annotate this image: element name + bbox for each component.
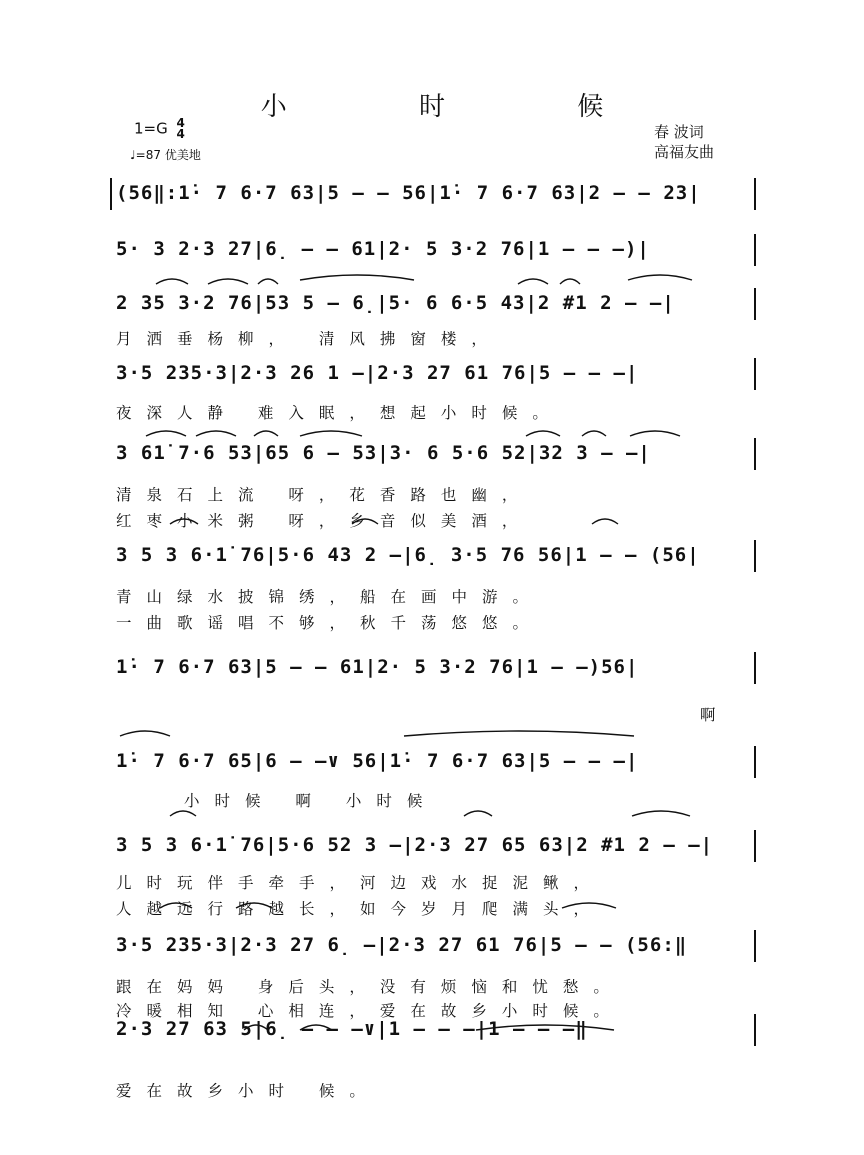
slur-mark	[300, 275, 414, 280]
staff-line	[116, 436, 756, 470]
notation-line: 3 5 3 6·1̇ 76|5·6 52 3 –|2·3 27 65 63|2 #1 2 – –|	[116, 834, 714, 856]
staff-line	[116, 1012, 756, 1046]
staff-line	[116, 928, 756, 962]
system-end-bar	[754, 234, 756, 266]
system-end-bar	[754, 358, 756, 390]
lyricist: 春 波词	[654, 123, 704, 141]
system-end-bar	[754, 830, 756, 862]
credits	[654, 122, 714, 162]
staff-line	[116, 744, 756, 778]
notation-line: 1̇· 7 6·7 65|6 – –∨ 56|1̇· 7 6·7 63|5 – – –|	[116, 750, 639, 772]
lyric-line: 夜深人静 难入眠，想起小时候。	[116, 404, 563, 422]
lyric-line: 冷暖相知 心相连，爱在故乡小时候。	[116, 1002, 624, 1020]
lyric-line: 爱在故乡小时 候。	[116, 1082, 380, 1100]
staff-line	[116, 232, 756, 266]
notation-line: (56‖:1̇· 7 6·7 63|5 – – 56|1̇· 7 6·7 63|2 – – 23|	[116, 182, 701, 204]
staff-line	[116, 828, 756, 862]
system-end-bar	[754, 178, 756, 210]
lyric-line: 青山绿水披锦绣，船在画中游。	[116, 588, 544, 606]
notation-line: 5· 3 2·3 27|6̣ – – 61|2· 5 3·2 76|1 – – –)|	[116, 238, 650, 260]
notation-line: 2·3 27 63 5|6̣ – – –∨|1 – – –|1 – – –‖	[116, 1018, 588, 1040]
lyric-line: 小时候 啊 小时候	[184, 792, 438, 810]
staff-line	[116, 650, 756, 684]
notation-line: 3·5 235·3|2·3 26 1 –|2·3 27 61 76|5 – – –|	[116, 362, 639, 384]
lyric-line: 儿时玩伴手牵手，河边戏水捉泥鳅，	[116, 874, 605, 892]
composer: 高福友曲	[654, 143, 715, 161]
song-title: 小 时 候	[260, 92, 666, 122]
notation-line: 3·5 235·3|2·3 27 6̣ –|2·3 27 61 76|5 – – (56:‖	[116, 934, 688, 956]
tempo-mark	[130, 146, 201, 163]
notation-line: 1̇· 7 6·7 63|5 – – 61|2· 5 3·2 76|1 – –)56|	[116, 656, 639, 678]
notation-line: 3 5 3 6·1̇ 76|5·6 43 2 –|6̣ 3·5 76 56|1 – – (56|	[116, 544, 700, 566]
slur-mark	[404, 731, 634, 736]
lyric-line: 红枣小米粥 呀，乡音似美酒，	[116, 512, 533, 530]
slur-mark	[156, 279, 188, 284]
lyric-line: 啊	[700, 706, 731, 724]
slur-mark	[120, 731, 170, 736]
time-top: 4	[176, 116, 185, 130]
lyric-line: 一曲歌谣唱不够，秋千荡悠悠。	[116, 614, 544, 632]
notation-line: 3 61̇ 7·6 53|65 6 – 53|3· 6 5·6 52|32 3 – –|	[116, 442, 651, 464]
system-start-bar	[110, 178, 112, 210]
slur-mark	[560, 279, 580, 284]
staff-line	[116, 286, 756, 320]
key-label: 1=G	[134, 119, 168, 138]
time-bottom: 4	[176, 127, 185, 141]
slur-mark	[628, 275, 692, 280]
slur-mark	[258, 279, 278, 284]
lyric-line: 人越远行路越长，如今岁月爬满头，	[116, 900, 605, 918]
system-end-bar	[754, 1014, 756, 1046]
slur-mark	[518, 279, 548, 284]
system-end-bar	[754, 438, 756, 470]
slur-mark	[208, 279, 248, 284]
system-end-bar	[754, 746, 756, 778]
lyric-line: 清泉石上流 呀，花香路也幽，	[116, 486, 533, 504]
staff-line	[116, 538, 756, 572]
staff-line	[116, 176, 756, 210]
notation-line: 2 35 3·2 76|53 5 – 6̣|5· 6 6·5 43|2 #1 2 – –|	[116, 292, 675, 314]
staff-line	[116, 356, 756, 390]
system-end-bar	[754, 652, 756, 684]
tempo-value: ♩=87	[130, 148, 161, 162]
lyric-line: 跟在妈妈 身后头，没有烦恼和忧愁。	[116, 978, 624, 996]
system-end-bar	[754, 288, 756, 320]
lyric-line: 月洒垂杨柳， 清风拂窗楼，	[116, 330, 502, 348]
expression-mark: 优美地	[164, 148, 201, 162]
system-end-bar	[754, 930, 756, 962]
key-signature	[134, 118, 185, 140]
time-signature	[177, 118, 185, 140]
system-end-bar	[754, 540, 756, 572]
